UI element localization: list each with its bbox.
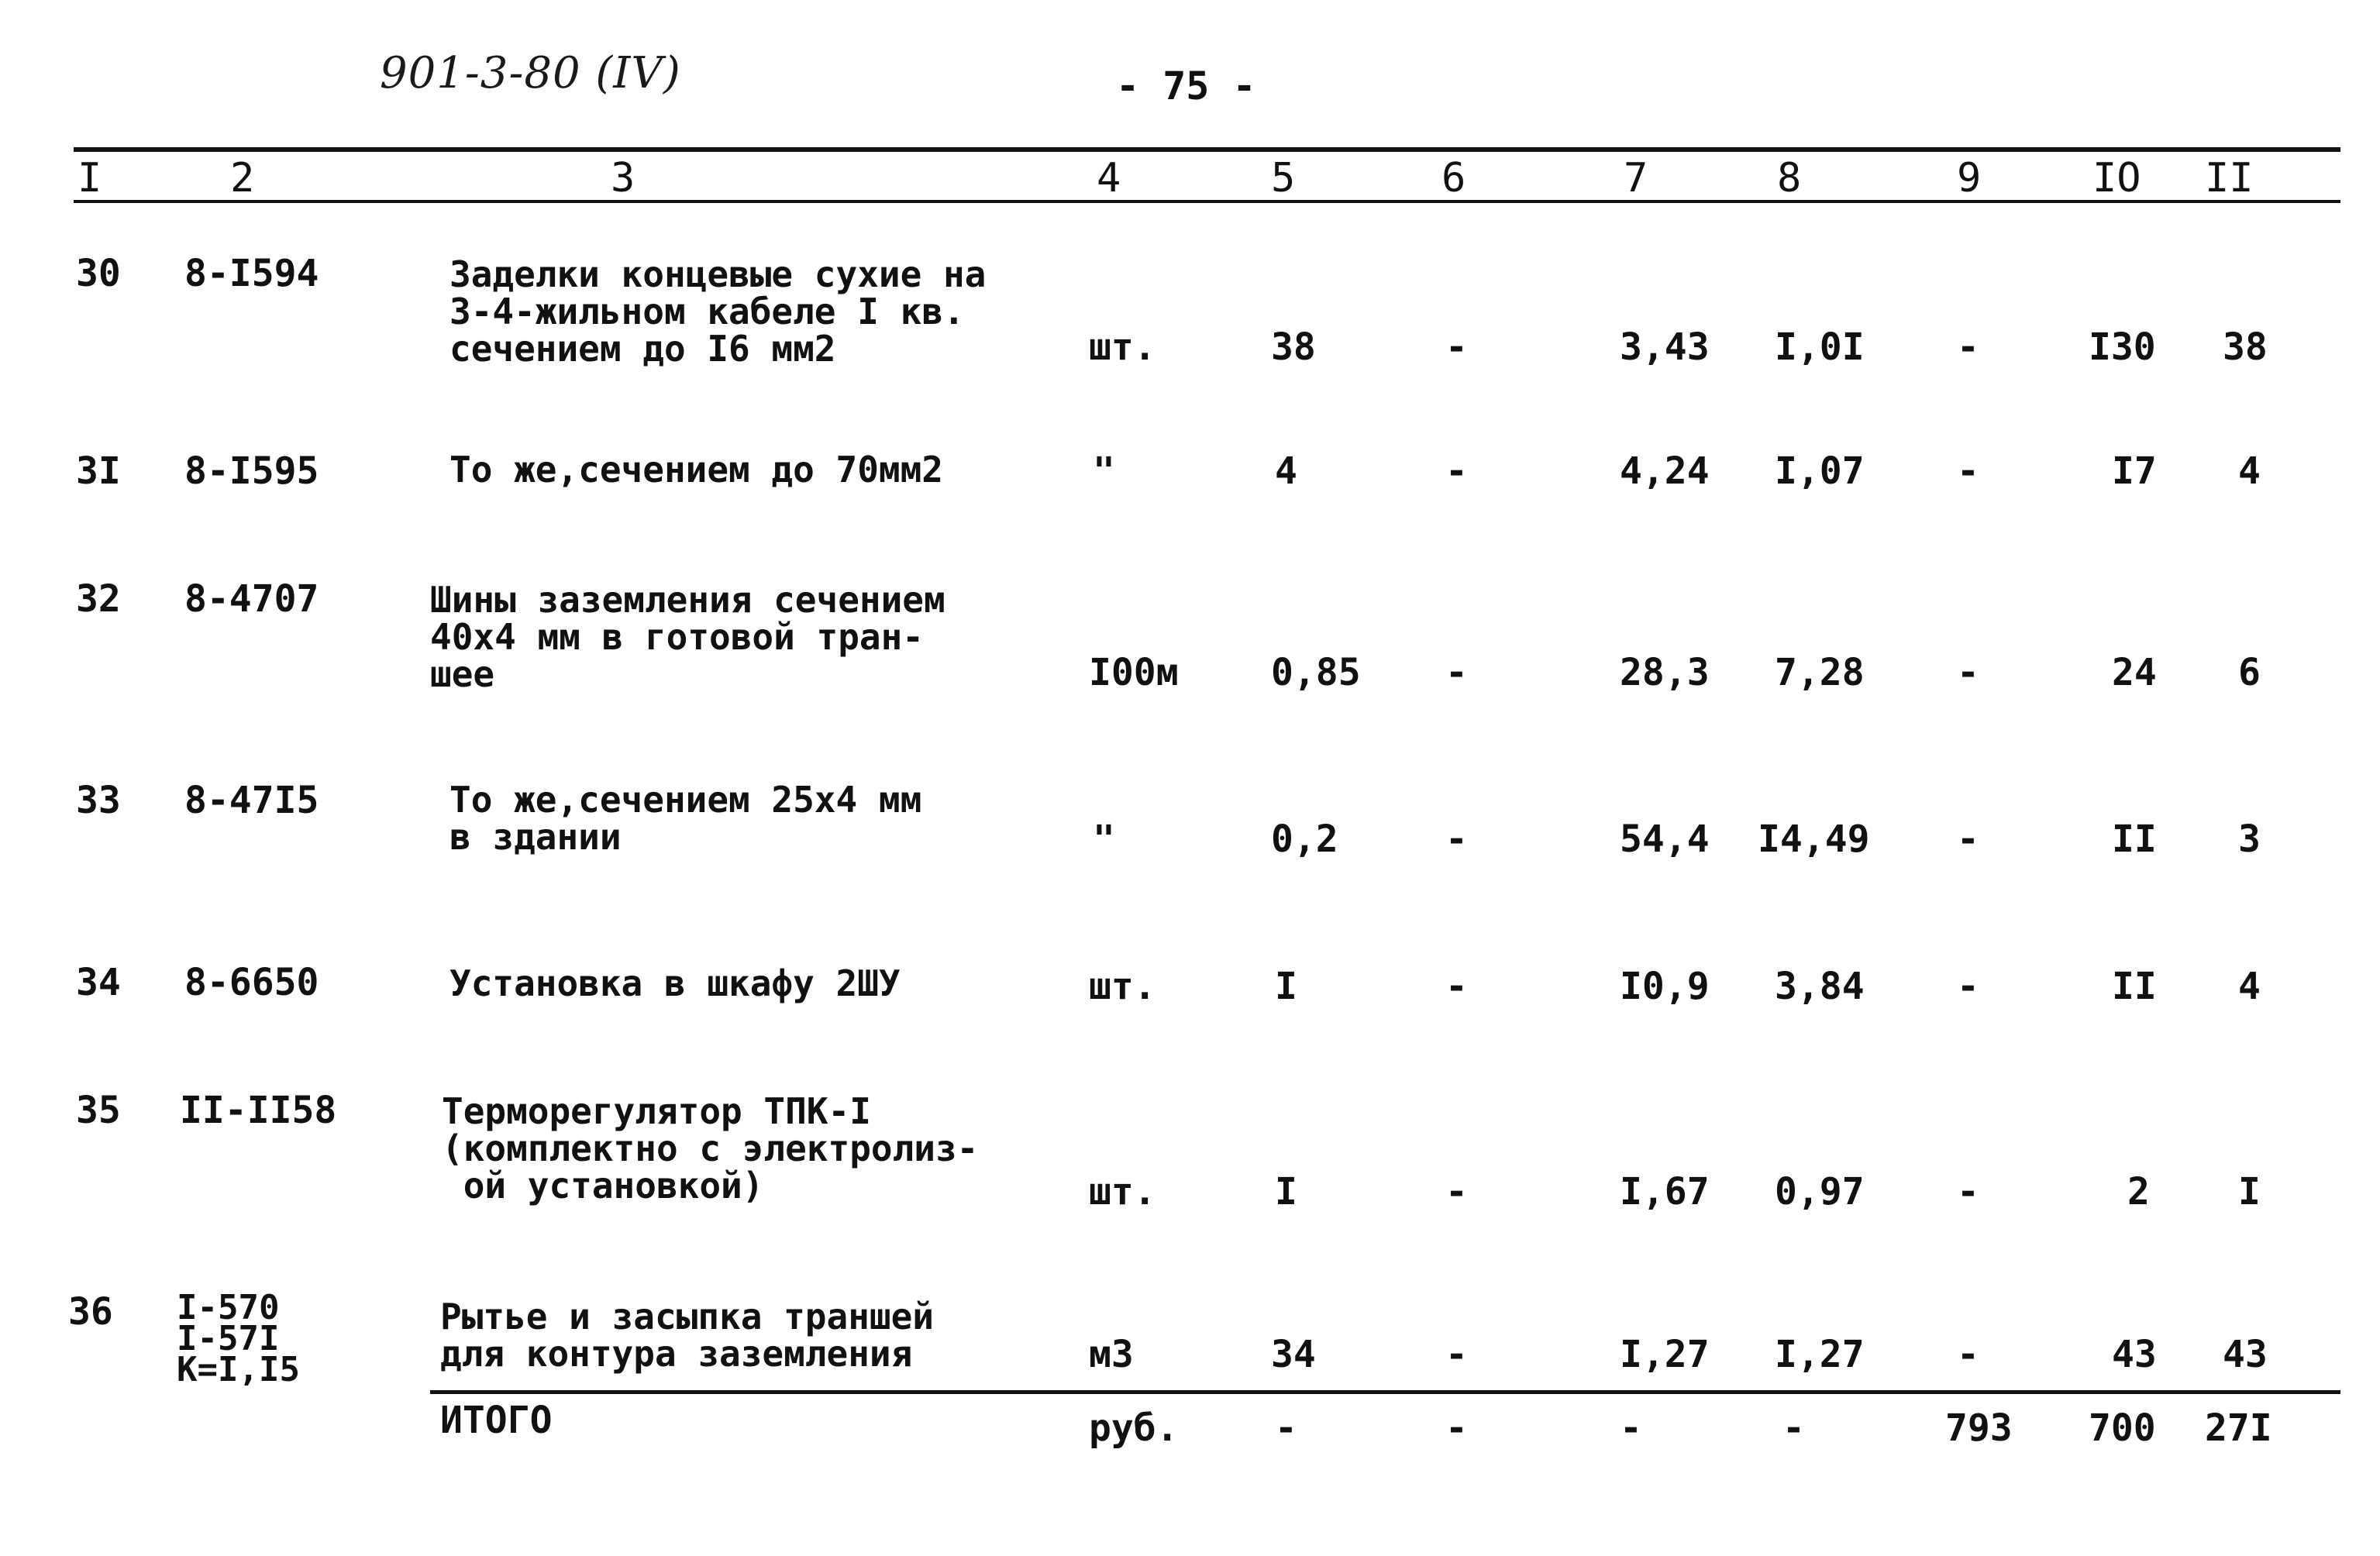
col5-value: 0,2: [1271, 818, 1338, 861]
unit: шт.: [1089, 1170, 1156, 1213]
row-number: 34: [76, 961, 121, 1004]
col7-value: 54,4: [1620, 818, 1710, 861]
col7-value: I0,9: [1620, 965, 1710, 1008]
work-description: Терморегулятор ТПК-I (комплектно с электролиз- ой установкой): [442, 1090, 979, 1207]
row-number: 33: [76, 779, 121, 822]
column-header: II: [2205, 155, 2254, 201]
work-description: Установка в шкафу 2ШУ: [449, 962, 901, 1004]
row-number: 30: [76, 252, 121, 295]
col10-value: I30: [2089, 325, 2156, 369]
col9-value: -: [1957, 1170, 1979, 1213]
total-col6: -: [1445, 1406, 1468, 1450]
col6-value: -: [1445, 651, 1468, 694]
total-rule: [430, 1390, 2340, 1394]
total-col11: 27I: [2205, 1406, 2272, 1450]
col11-value: 38: [2223, 325, 2268, 369]
col10-value: I7: [2112, 449, 2157, 493]
col6-value: -: [1445, 818, 1468, 861]
total-col9: 793: [1945, 1406, 2013, 1450]
col11-value: 43: [2223, 1333, 2268, 1376]
column-header: 5: [1271, 155, 1296, 201]
col6-value: -: [1445, 965, 1468, 1008]
col11-value: I: [2238, 1170, 2261, 1213]
row-number: 32: [76, 577, 121, 621]
norm-code: I-570 I-57I К=I,I5: [177, 1288, 300, 1389]
col5-value: I: [1275, 965, 1297, 1008]
col8-value: I4,49: [1758, 818, 1870, 861]
total-unit: руб.: [1089, 1406, 1179, 1450]
work-description: То же,сечением до 70мм2: [449, 449, 943, 491]
col9-value: -: [1957, 325, 1979, 369]
col10-value: 43: [2112, 1333, 2157, 1376]
col11-value: 3: [2238, 818, 2261, 861]
col10-value: 2: [2127, 1170, 2150, 1213]
column-header: 3: [611, 155, 635, 201]
column-header: 9: [1957, 155, 1982, 201]
col8-value: I,27: [1775, 1333, 1865, 1376]
col8-value: 7,28: [1775, 651, 1865, 694]
col9-value: -: [1957, 965, 1979, 1008]
column-header: 4: [1097, 155, 1121, 201]
col5-value: 34: [1271, 1333, 1316, 1376]
col11-value: 6: [2238, 651, 2261, 694]
col8-value: I,0I: [1775, 325, 1865, 369]
column-header: I: [77, 155, 102, 201]
norm-code: II-II58: [180, 1089, 337, 1132]
header-top-rule: [74, 147, 2340, 152]
unit: I00м: [1089, 651, 1179, 694]
column-header: IO: [2092, 155, 2141, 201]
total-col8: -: [1782, 1406, 1805, 1450]
col7-value: 4,24: [1620, 449, 1710, 493]
col11-value: 4: [2238, 449, 2261, 493]
col9-value: -: [1957, 449, 1979, 493]
unit: ": [1093, 818, 1115, 861]
column-header: 2: [230, 155, 255, 201]
col10-value: 24: [2112, 651, 2157, 694]
row-number: 3I: [76, 449, 121, 493]
col9-value: -: [1957, 1333, 1979, 1376]
row-number: 35: [76, 1089, 121, 1132]
col7-value: I,67: [1620, 1170, 1710, 1213]
work-description: То же,сечением 25х4 мм в здании: [449, 779, 922, 858]
col7-value: 28,3: [1620, 651, 1710, 694]
total-label: ИТОГО: [440, 1399, 553, 1442]
col10-value: II: [2112, 818, 2157, 861]
col7-value: 3,43: [1620, 325, 1710, 369]
col6-value: -: [1445, 1170, 1468, 1213]
col8-value: 3,84: [1775, 965, 1865, 1008]
unit: шт.: [1089, 325, 1156, 369]
norm-code: 8-47I5: [184, 779, 319, 822]
row-number: 36: [68, 1290, 113, 1334]
col5-value: I: [1275, 1170, 1297, 1213]
col8-value: I,07: [1775, 449, 1865, 493]
work-description: Шины заземления сечением 40х4 мм в готовой тран- шее: [430, 579, 945, 695]
document-code: 901-3-80 (IV): [380, 48, 681, 98]
header-bottom-rule: [74, 200, 2340, 203]
col5-value: 0,85: [1271, 651, 1361, 694]
unit: м3: [1089, 1333, 1134, 1376]
norm-code: 8-6650: [184, 961, 319, 1004]
total-col7: -: [1620, 1406, 1642, 1450]
col7-value: I,27: [1620, 1333, 1710, 1376]
work-description: Заделки концевые сухие на 3-4-жильном кабеле I кв. сечением до I6 мм2: [449, 253, 987, 370]
page-number: - 75 -: [1116, 64, 1256, 108]
col6-value: -: [1445, 449, 1468, 493]
norm-code: 8-I595: [184, 449, 319, 493]
col9-value: -: [1957, 818, 1979, 861]
col5-value: 38: [1271, 325, 1316, 369]
unit: шт.: [1089, 965, 1156, 1008]
total-col5: -: [1275, 1406, 1297, 1450]
col10-value: II: [2112, 965, 2157, 1008]
unit: ": [1093, 449, 1115, 493]
norm-code: 8-I594: [184, 252, 319, 295]
norm-code: 8-4707: [184, 577, 319, 621]
column-header: 8: [1777, 155, 1802, 201]
col9-value: -: [1957, 651, 1979, 694]
col8-value: 0,97: [1775, 1170, 1865, 1213]
col11-value: 4: [2238, 965, 2261, 1008]
column-header: 6: [1441, 155, 1466, 201]
work-description: Рытье и засыпка траншей для контура заземления: [440, 1296, 934, 1375]
col5-value: 4: [1275, 449, 1297, 493]
total-col10: 700: [2089, 1406, 2156, 1450]
col6-value: -: [1445, 1333, 1468, 1376]
col6-value: -: [1445, 325, 1468, 369]
column-header: 7: [1624, 155, 1648, 201]
